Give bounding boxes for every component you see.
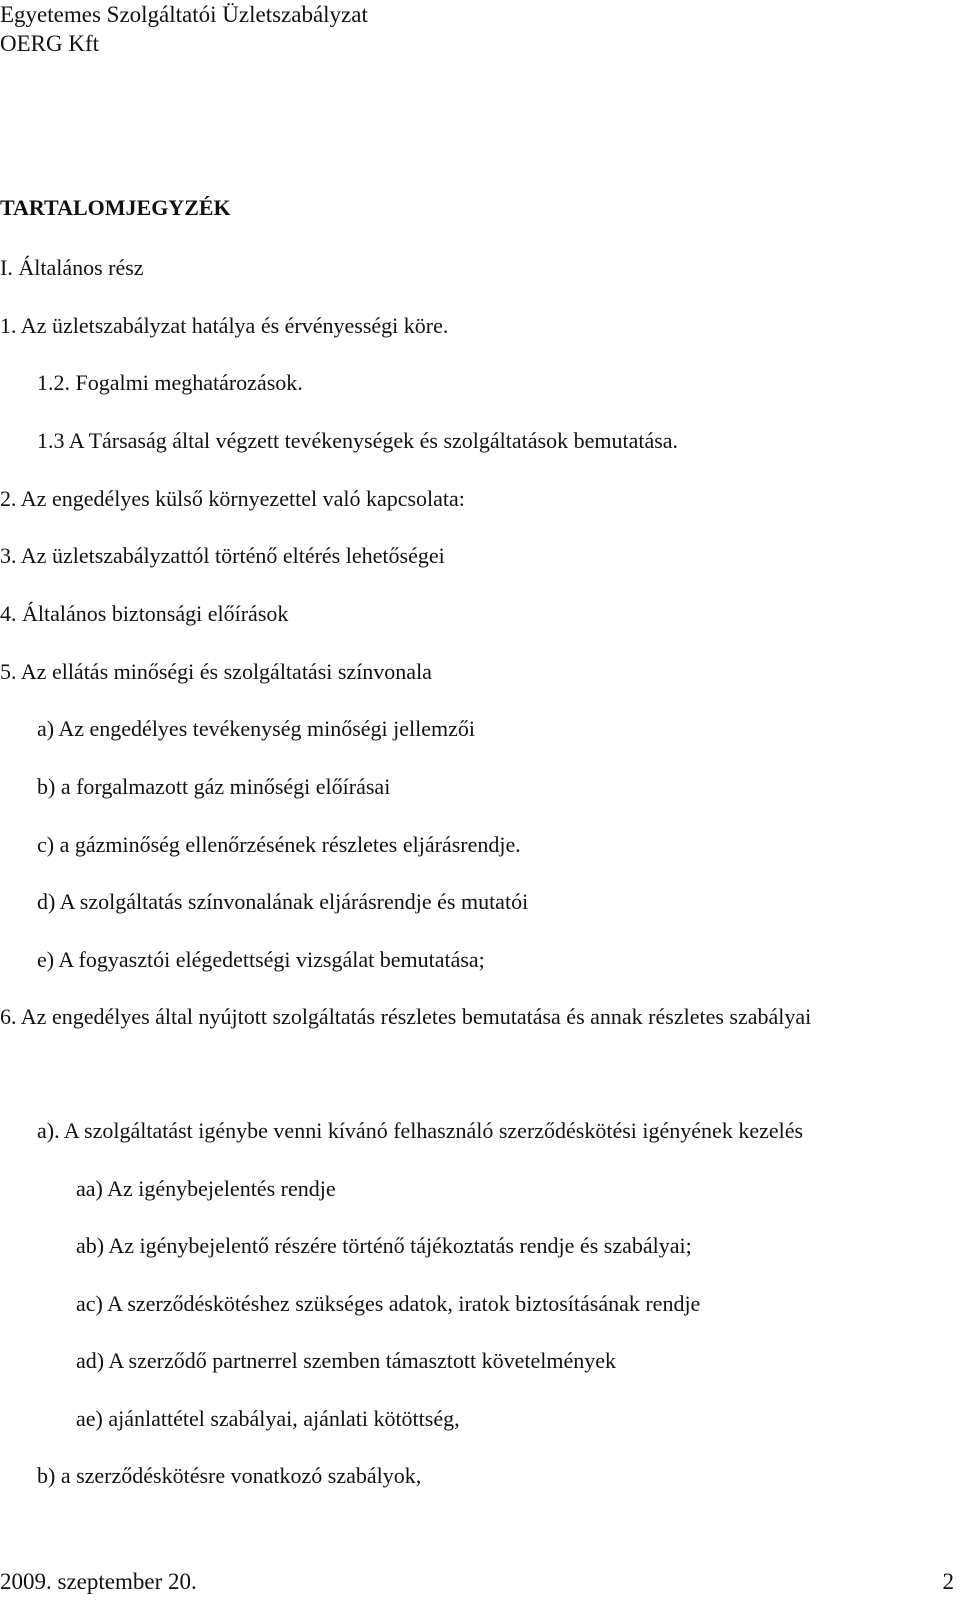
toc-item: 3. Az üzletszabályzattól történő eltérés lehetőségei bbox=[0, 543, 445, 568]
footer-date: 2009. szeptember 20. bbox=[0, 1569, 197, 1594]
toc-heading: TARTALOMJEGYZÉK bbox=[0, 195, 231, 220]
toc-item: b) a szerződéskötésre vonatkozó szabályok, bbox=[37, 1463, 422, 1488]
toc-item: aa) Az igénybejelentés rendje bbox=[76, 1176, 336, 1201]
toc-item: 1.3 A Társaság által végzett tevékenységek és szolgáltatások bemutatása. bbox=[37, 428, 679, 453]
toc-item: e) A fogyasztói elégedettségi vizsgálat bemutatása; bbox=[37, 947, 485, 972]
toc-item: I. Általános rész bbox=[0, 255, 144, 280]
toc-item: 1.2. Fogalmi meghatározások. bbox=[37, 370, 303, 395]
toc-item: 5. Az ellátás minőségi és szolgáltatási színvonala bbox=[0, 659, 432, 684]
toc-item: a). A szolgáltatást igénybe venni kívánó felhasználó szerződéskötési igényének kezelés bbox=[37, 1118, 804, 1143]
company-name: OERG Kft bbox=[0, 31, 100, 56]
toc-item: 2. Az engedélyes külső környezettel való kapcsolata: bbox=[0, 486, 465, 511]
toc-item: 4. Általános biztonsági előírások bbox=[0, 601, 289, 626]
toc-item: 1. Az üzletszabályzat hatálya és érvényességi köre. bbox=[0, 313, 449, 338]
toc-item: ab) Az igénybejelentő részére történő tájékoztatás rendje és szabályai; bbox=[76, 1233, 692, 1258]
toc-item: ae) ajánlattétel szabályai, ajánlati kötöttség, bbox=[76, 1406, 460, 1431]
toc-item: a) Az engedélyes tevékenység minőségi jellemzői bbox=[37, 716, 476, 741]
toc-item: ac) A szerződéskötéshez szükséges adatok, iratok biztosításának rendje bbox=[76, 1291, 701, 1316]
document-title: Egyetemes Szolgáltatói Üzletszabályzat bbox=[0, 2, 368, 27]
toc-item: b) a forgalmazott gáz minőségi előírásai bbox=[37, 774, 391, 799]
page-number: 2 bbox=[942, 1569, 954, 1594]
toc-item: c) a gázminőség ellenőrzésének részletes eljárásrendje. bbox=[37, 832, 521, 857]
toc-item: d) A szolgáltatás színvonalának eljárásrendje és mutatói bbox=[37, 889, 529, 914]
toc-item: ad) A szerződő partnerrel szemben támasztott követelmények bbox=[76, 1348, 617, 1373]
toc-item: 6. Az engedélyes által nyújtott szolgáltatás részletes bemutatása és annak részletes szabályai bbox=[0, 1004, 812, 1029]
